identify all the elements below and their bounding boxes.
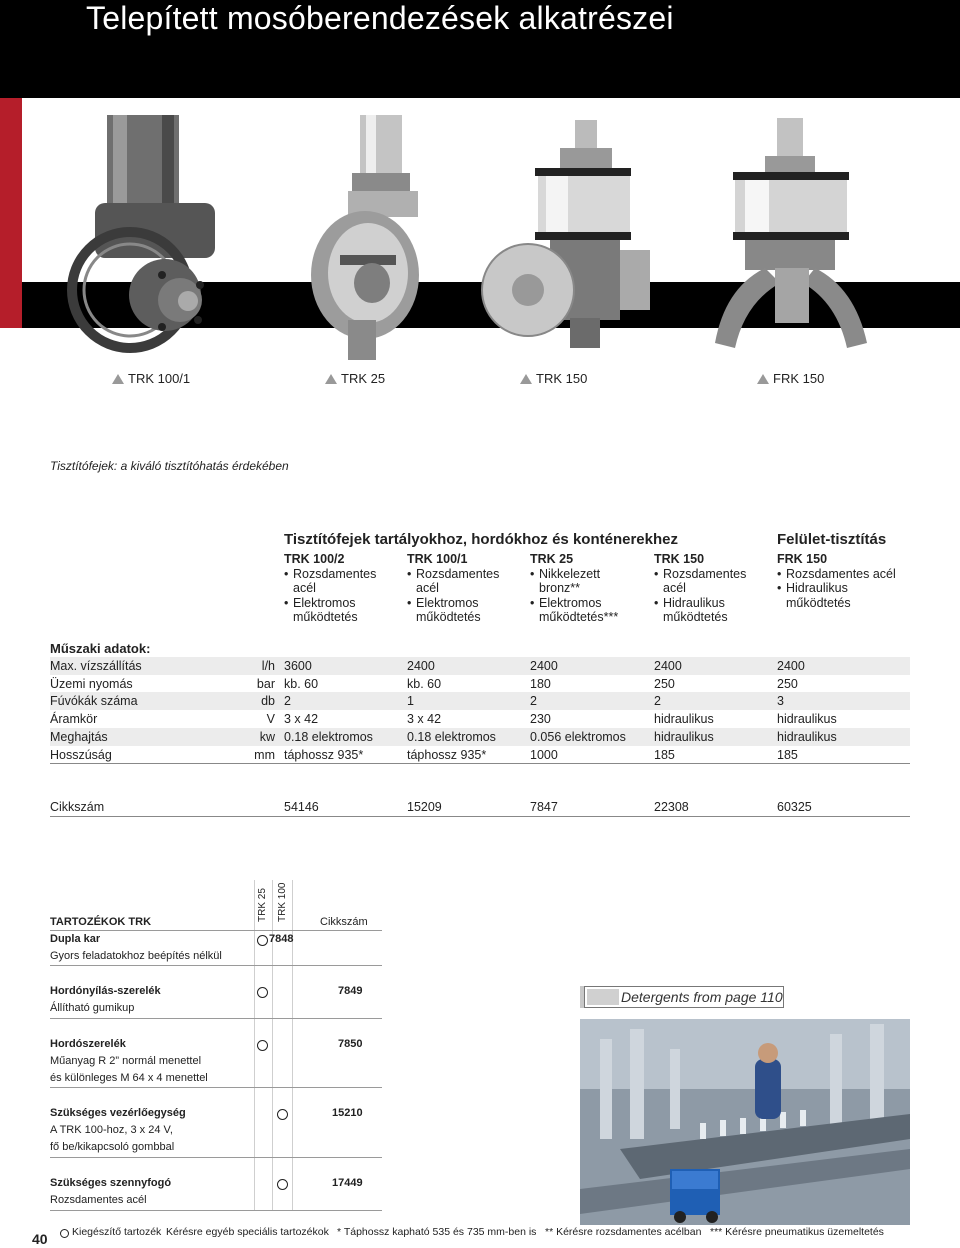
circle-option-icon — [277, 1109, 288, 1120]
factory-line-photo — [580, 1019, 910, 1225]
acc-item-vezerloegyseg: Szükséges vezérlőegység A TRK 100-hoz, 3 x 24 V, fő be/kikapcsoló gombbal — [50, 1107, 186, 1153]
footer-legend: Kiegészítő tartozék — [72, 1226, 162, 1238]
spec-row: Áramkör V 3 x 42 3 x 42 230 hidraulikus hidraulikus — [50, 712, 837, 726]
caption-trk-100-1: TRK 100/1 — [112, 371, 190, 386]
spec-row: Meghajtás kw 0.18 elektromos 0.18 elektromos 0.056 elektromos hidraulikus hidraulikus — [50, 728, 910, 746]
model-col-trk-100-2: TRK 100/2 • Rozsdamentes acél • Elektromos működtetés — [284, 552, 404, 625]
circle-legend-icon — [60, 1229, 69, 1238]
circle-option-icon — [257, 987, 268, 998]
acc-col-trk25: TRK 25 — [257, 888, 268, 922]
acc-number: 7849 — [338, 985, 363, 997]
spec-divider — [50, 763, 910, 764]
model-col-trk-150: TRK 150 • Rozsdamentes acél • Hidraulikus működtetés — [654, 552, 774, 625]
accent-bar — [0, 98, 22, 328]
spec-heading: Műszaki adatok: — [50, 641, 151, 656]
acc-number: 17449 — [332, 1177, 363, 1189]
caption-trk-150: TRK 150 — [520, 371, 587, 386]
page-title: Telepített mosóberendezések alkatrészei — [86, 0, 674, 36]
acc-divider — [50, 1210, 382, 1211]
footer-note: ** Kérésre rozsdamentes acélban — [545, 1226, 702, 1238]
triangle-up-icon — [757, 374, 769, 384]
twin-nozzle-head-photo — [705, 118, 880, 368]
group-title-tank: Tisztítófejek tartályokhoz, hordókhoz és konténerekhez — [284, 531, 678, 548]
spray-disc-head-photo — [480, 120, 660, 370]
acc-item-dupla-kar: Dupla kar Gyors feladatokhoz beépítés nélkül — [50, 933, 222, 962]
valve-handwheel-photo — [50, 115, 230, 355]
page-subtitle: Tisztítófejek: a kiváló tisztítóhatás érdekében — [50, 459, 289, 473]
model-col-frk-150: FRK 150 • Rozsdamentes acél • Hidraulikus működtetés — [777, 552, 907, 610]
cikkszam-divider — [50, 816, 910, 817]
caption-frk-150: FRK 150 — [757, 371, 824, 386]
footer-note: Kérésre egyéb speciális tartozékok — [166, 1226, 329, 1238]
acc-item-szennyfogo: Szükséges szennyfogó Rozsdamentes acél — [50, 1177, 172, 1206]
circle-option-icon — [257, 1040, 268, 1051]
acc-title: TARTOZÉKOK TRK — [50, 916, 152, 928]
acc-divider — [50, 1157, 382, 1158]
rotary-head-photo — [300, 115, 440, 365]
footer-note: * Táphossz kapható 535 és 735 mm-ben is — [337, 1226, 537, 1238]
cikkszam-row: Cikkszám 54146 15209 7847 22308 60325 — [50, 800, 812, 814]
group-title-surface: Felület-tisztítás — [777, 531, 887, 548]
model-col-trk-100-1: TRK 100/1 • Rozsdamentes acél • Elektromos működtetés — [407, 552, 527, 625]
acc-item-hordoszerelek: Hordószerelék Műanyag R 2” normál menettel és különleges M 64 x 4 menettel — [50, 1038, 208, 1084]
acc-number: 15210 — [332, 1107, 363, 1119]
acc-item-hordonyilas: Hordónyílás-szerelék Állítható gumikup — [50, 985, 161, 1014]
triangle-up-icon — [112, 374, 124, 384]
page-number: 40 — [32, 1231, 48, 1247]
acc-divider — [50, 965, 382, 966]
spec-row: Fúvókák száma db 2 1 2 2 3 — [50, 692, 910, 710]
acc-divider — [50, 1018, 382, 1019]
acc-col-cikk: Cikkszám — [320, 916, 368, 928]
circle-option-icon — [257, 935, 268, 946]
spec-row: Hosszúság mm táphossz 935* táphossz 935* 1000 185 185 — [50, 748, 798, 762]
circle-option-icon — [277, 1179, 288, 1190]
triangle-up-icon — [520, 374, 532, 384]
spec-row: Üzemi nyomás bar kb. 60 kb. 60 180 250 250 — [50, 677, 798, 691]
footer-note: *** Kérésre pneumatikus üzemeltetés — [710, 1226, 884, 1238]
acc-number: 7848 — [269, 933, 294, 945]
caption-trk-25: TRK 25 — [325, 371, 385, 386]
acc-divider — [50, 1087, 382, 1088]
acc-col-trk100: TRK 100 — [277, 882, 288, 922]
triangle-up-icon — [325, 374, 337, 384]
detergents-link[interactable]: Detergents from page 110 — [584, 986, 784, 1008]
spec-row: Max. vízszállítás l/h 3600 2400 2400 2400 2400 — [50, 657, 910, 675]
model-col-trk-25: TRK 25 • Nikkelezett bronz** • Elektromos működtetés*** — [530, 552, 650, 625]
acc-number: 7850 — [338, 1038, 363, 1050]
page-header — [0, 0, 960, 98]
